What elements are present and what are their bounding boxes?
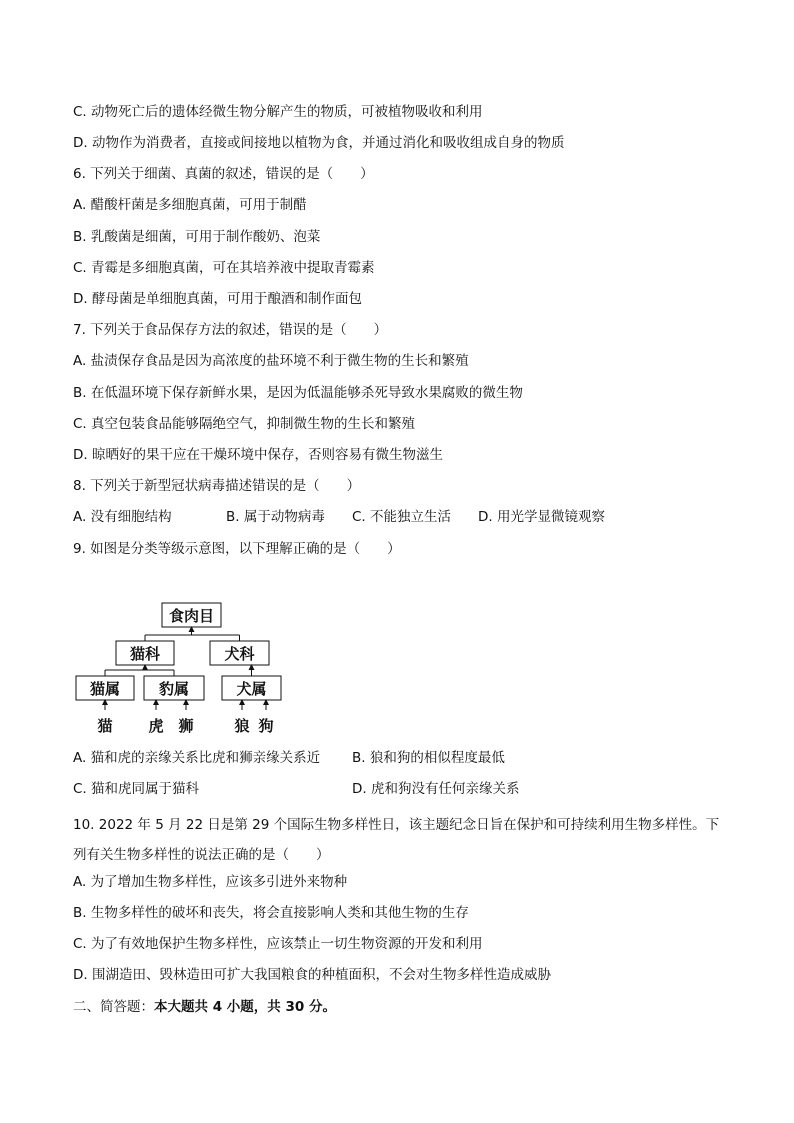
animal-dog: 狗 xyxy=(258,717,274,735)
q9-stem: 9. 如图是分类等级示意图，以下理解正确的是（ ） xyxy=(73,541,401,557)
animal-tiger: 虎 xyxy=(148,717,164,735)
q6-stem: 6. 下列关于细菌、真菌的叙述，错误的是（ ） xyxy=(73,166,374,182)
q6-option-c: C. 青霉是多细胞真菌，可在其培养液中提取青霉素 xyxy=(73,260,375,276)
animal-lion: 狮 xyxy=(178,717,194,735)
q9-option-b: B. 狼和狗的相似程度最低 xyxy=(352,750,505,766)
q8-option-a: A. 没有细胞结构 xyxy=(73,509,172,525)
q10-option-d: D. 围湖造田、毁林造田可扩大我国粮食的种植面积，不会对生物多样性造成威胁 xyxy=(73,967,551,983)
q7-option-b: B. 在低温环境下保存新鲜水果，是因为低温能够杀死导致水果腐败的微生物 xyxy=(73,385,523,401)
q10-stem: 10. 2022 年 5 月 22 日是第 29 个国际生物多样性日，该主题纪念日旨在保护和可持续利用生物多样性。下列有关生物多样性的说法正确的是（ ） xyxy=(73,817,720,863)
animal-wolf: 狼 xyxy=(234,717,250,735)
classification-diagram xyxy=(70,598,290,743)
genus-panthera-label: 豹属 xyxy=(158,680,190,698)
q10-option-a: A. 为了增加生物多样性，应该多引进外来物种 xyxy=(73,874,348,890)
q8-option-c: C. 不能独立生活 xyxy=(352,509,452,525)
section-2-heading xyxy=(73,998,336,1016)
animal-cat: 猫 xyxy=(97,717,113,735)
q9-option-d: D. 虎和狗没有任何亲缘关系 xyxy=(352,781,520,797)
family-dog-label: 犬科 xyxy=(224,645,255,663)
q8-option-d: D. 用光学显微镜观察 xyxy=(478,509,605,525)
q9-option-c: C. 猫和虎同属于猫科 xyxy=(73,781,200,797)
genus-felis-label: 猫属 xyxy=(89,680,121,698)
genus-canis-label: 犬属 xyxy=(236,680,267,698)
q10-option-b: B. 生物多样性的破坏和丧失，将会直接影响人类和其他生物的生存 xyxy=(73,905,469,921)
q7-option-d: D. 晾晒好的果干应在干燥环境中保存，否则容易有微生物滋生 xyxy=(73,447,443,463)
section-2-prefix: 二、简答题： xyxy=(73,999,154,1015)
q5-option-d: D. 动物作为消费者，直接或间接地以植物为食，并通过消化和吸收组成自身的物质 xyxy=(73,135,565,151)
q10-option-c: C. 为了有效地保护生物多样性，应该禁止一切生物资源的开发和利用 xyxy=(73,936,483,952)
family-cat-label: 猫科 xyxy=(129,645,161,663)
order-label: 食肉目 xyxy=(168,607,215,625)
q8-stem: 8. 下列关于新型冠状病毒描述错误的是（ ） xyxy=(73,478,361,494)
q8-option-b: B. 属于动物病毒 xyxy=(226,509,325,525)
q6-option-b: B. 乳酸菌是细菌，可用于制作酸奶、泡菜 xyxy=(73,229,321,245)
q7-option-c: C. 真空包装食品能够隔绝空气，抑制微生物的生长和繁殖 xyxy=(73,416,416,432)
q9-option-a: A. 猫和虎的亲缘关系比虎和狮亲缘关系近 xyxy=(73,750,321,766)
q6-option-d: D. 酵母菌是单细胞真菌，可用于酿酒和制作面包 xyxy=(73,291,362,307)
q5-option-c: C. 动物死亡后的遗体经微生物分解产生的物质，可被植物吸收和利用 xyxy=(73,104,483,120)
section-2-description: 本大题共 4 小题，共 30 分。 xyxy=(154,999,336,1015)
q7-option-a: A. 盐渍保存食品是因为高浓度的盐环境不利于微生物的生长和繁殖 xyxy=(73,353,469,369)
q6-option-a: A. 醋酸杆菌是多细胞真菌，可用于制醋 xyxy=(73,197,307,213)
q7-stem: 7. 下列关于食品保存方法的叙述，错误的是（ ） xyxy=(73,322,388,338)
